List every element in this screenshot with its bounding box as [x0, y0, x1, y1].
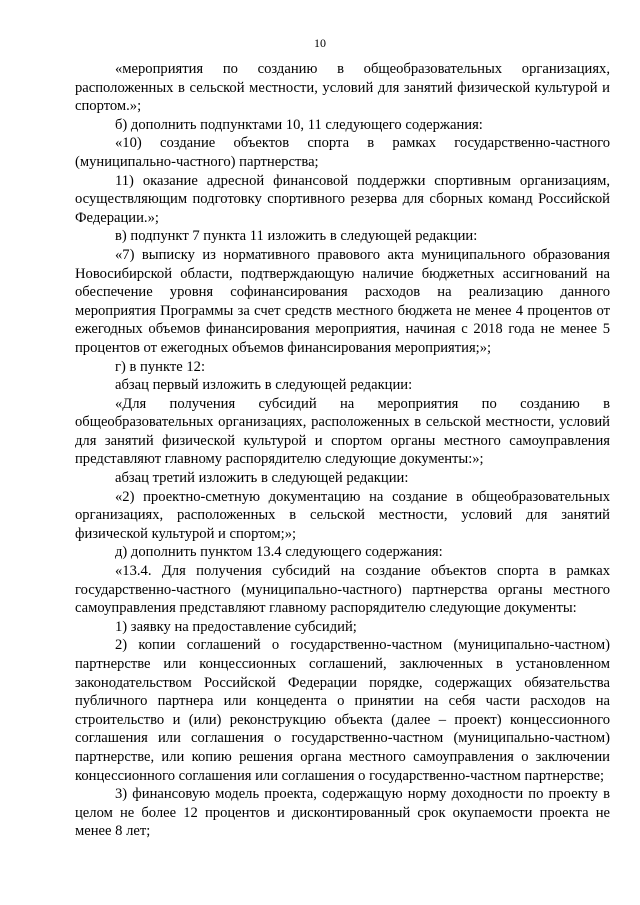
paragraph-3: «10) создание объектов спорта в рамках государственно-частного (муниципально-частного) партнерства; — [75, 135, 610, 170]
document-body — [75, 60, 610, 841]
page-number: 10 — [314, 36, 326, 50]
paragraph-1: «мероприятия по созданию в общеобразовательных организациях, расположенных в сельской местности, условий для занятий физической культурой и спортом.»; — [75, 61, 610, 115]
paragraph-2: б) дополнить подпунктами 10, 11 следующего содержания: — [115, 116, 483, 133]
paragraph-5: в) подпункт 7 пункта 11 изложить в следующей редакции: — [115, 228, 478, 245]
paragraph-4: 11) оказание адресной финансовой поддержки спортивным организациям, осуществляющим подготовку спортивного резерва для сборных команд Российской Федерации.»; — [75, 172, 610, 226]
paragraph-14: 1) заявку на предоставление субсидий; — [115, 618, 357, 635]
paragraph-12: д) дополнить пунктом 13.4 следующего содержания: — [115, 544, 443, 561]
paragraph-16: 3) финансовую модель проекта, содержащую норму доходности по проекту в целом не более 12 процентов и дисконтированный срок окупаемости проекта не менее 8 лет; — [75, 786, 610, 840]
paragraph-7: г) в пункте 12: — [115, 358, 205, 375]
paragraph-11: «2) проектно-сметную документацию на создание в общеобразовательных организациях, расположенных в сельской местности, условий для занятий физической культурой и спортом;»; — [75, 488, 610, 542]
paragraph-8: абзац первый изложить в следующей редакции: — [115, 377, 413, 394]
paragraph-9: «Для получения субсидий на мероприятия по созданию в общеобразовательных организациях, расположенных в сельской местности, условий для занятий физической культурой и спортом органы местного самоуправления представляют главному распорядителю следующие документы:»; — [75, 395, 610, 468]
paragraph-10: абзац третий изложить в следующей редакции: — [115, 470, 409, 487]
paragraph-6: «7) выписку из нормативного правового акта муниципального образования Новосибирской области, подтверждающую наличие бюджетных ассигнований на обеспечение уровня софинансирования расходов на реализацию данного мероприятия Программы за счет средств местного бюджета не менее 4 процентов от ежегодных объемов финансирования мероприятия, начиная с 2018 года не менее 5 процентов от ежегодных объемов финансирования мероприятия;»; — [75, 246, 610, 356]
paragraph-15: 2) копии соглашений о государственно-частном (муниципально-частном) партнерстве или концессионных соглашений, заключенных в установленном законодательством Российской Федерации порядке, содержащих обязательства публичного партнера или концедента о принятии на себя части расходов на строительство и (или) реконструкцию объекта (далее – проект) концессионного соглашения или соглашения о государственно-частном (муниципально-частном) партнерстве, или копию решения органа местного самоуправления о заключении концессионного соглашения или соглашения о государственно-частном партнерстве; — [75, 637, 610, 784]
paragraph-13: «13.4. Для получения субсидий на создание объектов спорта в рамках государственно-частного (муниципально-частного) партнерства органы местного самоуправления представляют главному распорядителю следующие документы: — [75, 563, 610, 617]
